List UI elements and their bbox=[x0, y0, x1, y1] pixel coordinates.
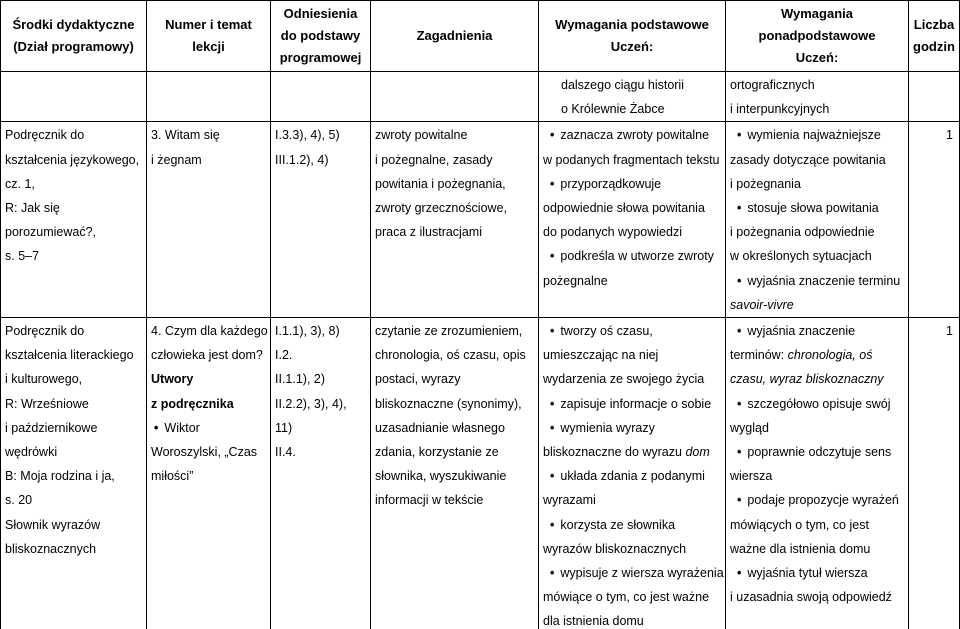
bullet-icon bbox=[549, 397, 560, 411]
lesson1-references: I.3.3), 4), 5) III.1.2), 4) bbox=[271, 122, 371, 318]
lesson1-issues: zwroty powitalne i pożegnalne, zasady powitania i pożegnania, zwroty grzecznościowe, praca z ilustracjami bbox=[371, 122, 539, 318]
header-resources: Środki dydaktyczne (Dział programowy) bbox=[1, 1, 147, 72]
header-row bbox=[1, 1, 960, 72]
bullet-icon bbox=[549, 324, 560, 338]
lesson1-basic-requirements: • zaznacza zwroty powitalne w podanych fragmentach tekstu • przyporządkowuje odpowiednie słowa powitania do podanych wypowiedzi • podkreśla w utworze zwroty pożegnalne bbox=[539, 122, 726, 318]
bullet-icon bbox=[549, 128, 560, 142]
table-row bbox=[1, 318, 960, 629]
bullet-icon bbox=[736, 128, 747, 142]
lesson2-topic: 4. Czym dla każdego człowieka jest dom? Utwory z podręcznika • Wiktor Woroszylski, „Czas miłości” bbox=[147, 318, 271, 629]
bullet-icon bbox=[736, 274, 747, 288]
lesson2-references: I.1.1), 3), 8) I.2. II.1.1), 2) II.2.2), 3), 4), 11) II.4. bbox=[271, 318, 371, 629]
bullet-icon bbox=[736, 397, 747, 411]
lesson2-basic-requirements: • tworzy oś czasu, umieszczając na niej wydarzenia ze swojego życia • zapisuje informacje o sobie • wymienia wyrazy bliskoznaczne do wyrazu dom • układa zdania z podanymi wyrazami • korzysta ze słownika wyrazów bliskoznacznych • wypisuje z wiersza wyrażenia mówiące o tym, co jest ważne dla istnienia domu bbox=[539, 318, 726, 629]
header-issues: Zagadnienia bbox=[371, 1, 539, 72]
header-advanced-requirements: Wymagania ponadpodstawowe Uczeń: bbox=[726, 1, 909, 72]
lesson1-topic: 3. Witam się i żegnam bbox=[147, 122, 271, 318]
lesson1-hours: 1 bbox=[909, 122, 960, 318]
bullet-icon bbox=[153, 421, 164, 435]
lesson1-advanced-requirements: • wymienia najważniejsze zasady dotyczące powitania i pożegnania • stosuje słowa powitania i pożegnania odpowiednie w określonych sytuacjach • wyjaśnia znaczenie terminu savoir-vivre bbox=[726, 122, 909, 318]
bullet-icon bbox=[736, 445, 747, 459]
header-basic-requirements: Wymagania podstawowe Uczeń: bbox=[539, 1, 726, 72]
lesson1-resources: Podręcznik do kształcenia językowego, cz. 1, R: Jak się porozumiewać?, s. 5–7 bbox=[1, 122, 147, 318]
continuation-advanced: ortograficznych i interpunkcyjnych bbox=[726, 72, 909, 122]
lesson2-issues: czytanie ze zrozumieniem, chronologia, oś czasu, opis postaci, wyrazy bliskoznaczne (synonimy), uzasadnianie własnego zdania, korzystanie ze słownika, wyszukiwanie informacji w tekście bbox=[371, 318, 539, 629]
bullet-icon bbox=[549, 177, 560, 191]
bullet-icon bbox=[549, 566, 560, 580]
bullet-icon bbox=[549, 421, 560, 435]
lesson2-resources: Podręcznik do kształcenia literackiego i kulturowego, R: Wrześniowe i październikowe wędrówki B: Moja rodzina i ja, s. 20 Słownik wyrazów bliskoznacznych bbox=[1, 318, 147, 629]
bullet-icon bbox=[549, 518, 560, 532]
bullet-icon bbox=[736, 493, 747, 507]
continuation-row bbox=[1, 72, 960, 122]
lesson2-advanced-requirements: • wyjaśnia znaczenie terminów: chronologia, oś czasu, wyraz bliskoznaczny • szczegółowo opisuje swój wygląd • poprawnie odczytuje sens wiersza • podaje propozycje wyrażeń mówiących o tym, co jest ważne dla istnienia domu • wyjaśnia tytuł wiersza i uzasadnia swoją odpowiedź bbox=[726, 318, 909, 629]
bullet-icon bbox=[736, 201, 747, 215]
continuation-basic: dalszego ciągu historii o Królewnie Żabce bbox=[539, 72, 726, 122]
table-row bbox=[1, 122, 960, 318]
header-references: Odniesienia do podstawy programowej bbox=[271, 1, 371, 72]
bullet-icon bbox=[736, 324, 747, 338]
header-hours: Liczba godzin bbox=[909, 1, 960, 72]
header-lesson-topic: Numer i temat lekcji bbox=[147, 1, 271, 72]
bullet-icon bbox=[736, 566, 747, 580]
bullet-icon bbox=[549, 249, 560, 263]
bullet-icon bbox=[549, 469, 560, 483]
lesson2-hours: 1 bbox=[909, 318, 960, 629]
